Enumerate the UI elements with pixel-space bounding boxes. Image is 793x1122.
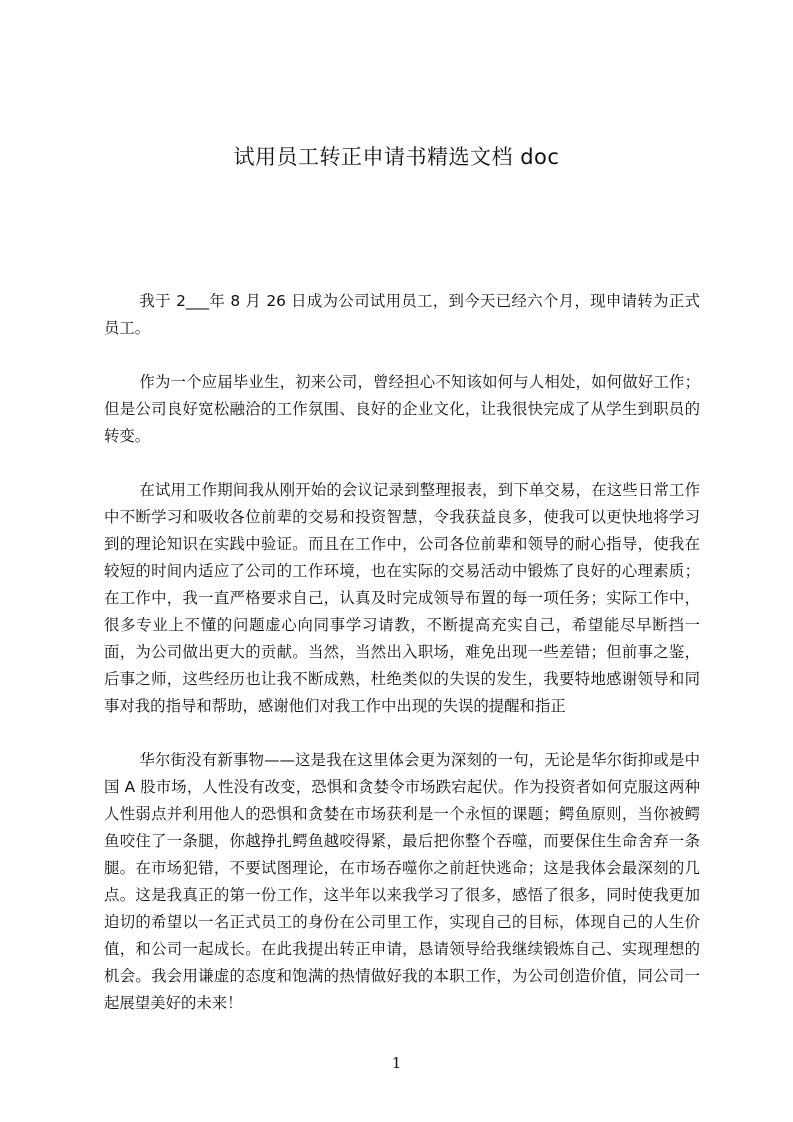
- document-title: 试用员工转正申请书精选文档 doc: [233, 145, 560, 169]
- document-body: [104, 288, 700, 1044]
- paragraph-application-intro: 我于 2___年 8 月 26 日成为公司试用员工，到今天已经六个月，现申请转为正式员工。: [104, 292, 700, 337]
- paragraph-market-insights: 华尔街没有新事物——这是我在这里体会更为深刻的一句，无论是华尔街抑或是中国 A 股市场，人性没有改变，恐惧和贪婪令市场跌宕起伏。作为投资者如何克服这两种人性弱点并利用他人的恐惧和贪婪在市场获利是一个永恒的课题；鳄鱼原则，当你被鳄鱼咬住了一条腿，你越挣扎鳄鱼越咬得紧，最后把你整个吞噬，而要保住生命舍弃一条腿。在市场犯错，不要试图理论，在市场吞噬你之前赶快逃命；这是我体会最深刻的几点。这是我真正的第一份工作，这半年以来我学习了很多，感悟了很多，同时使我更加迫切的希望以一名正式员工的身份在公司里工作，实现自己的目标，体现自己的人生价值，和公司一起成长。在此我提出转正申请，恳请领导给我继续锻炼自己、实现理想的机会。我会用谦虚的态度和饱满的热情做好我的本职工作，为公司创造价值，同公司一起展望美好的未来！: [104, 751, 700, 1012]
- paragraph-adaptation: 作为一个应届毕业生，初来公司，曾经担心不知该如何与人相处，如何做好工作；但是公司良好宽松融洽的工作氛围、良好的企业文化，让我很快完成了从学生到职员的转变。: [104, 373, 700, 445]
- paragraph-probation-work: 在试用工作期间我从刚开始的会议记录到整理报表，到下单交易，在这些日常工作中不断学习和吸收各位前辈的交易和投资智慧，令我获益良多，使我可以更快地将学习到的理论知识在实践中验证。而且在工作中，公司各位前辈和领导的耐心指导，使我在较短的时间内适应了公司的工作环境，也在实际的交易活动中锻炼了良好的心理素质；在工作中，我一直严格要求自己，认真及时完成领导布置的每一项任务；实际工作中，很多专业上不懂的问题虚心向同事学习请教，不断提高充实自己，希望能尽早断挡一面，为公司做出更大的贡献。当然，当然出入职场，难免出现一些差错；但前事之鉴，后事之师，这些经历也让我不断成熟，杜绝类似的失误的发生，我要特地感谢领导和同事对我的指导和帮助，感谢他们对我工作中出现的失误的提醒和指正: [104, 481, 700, 715]
- page-number: 1: [391, 1054, 402, 1072]
